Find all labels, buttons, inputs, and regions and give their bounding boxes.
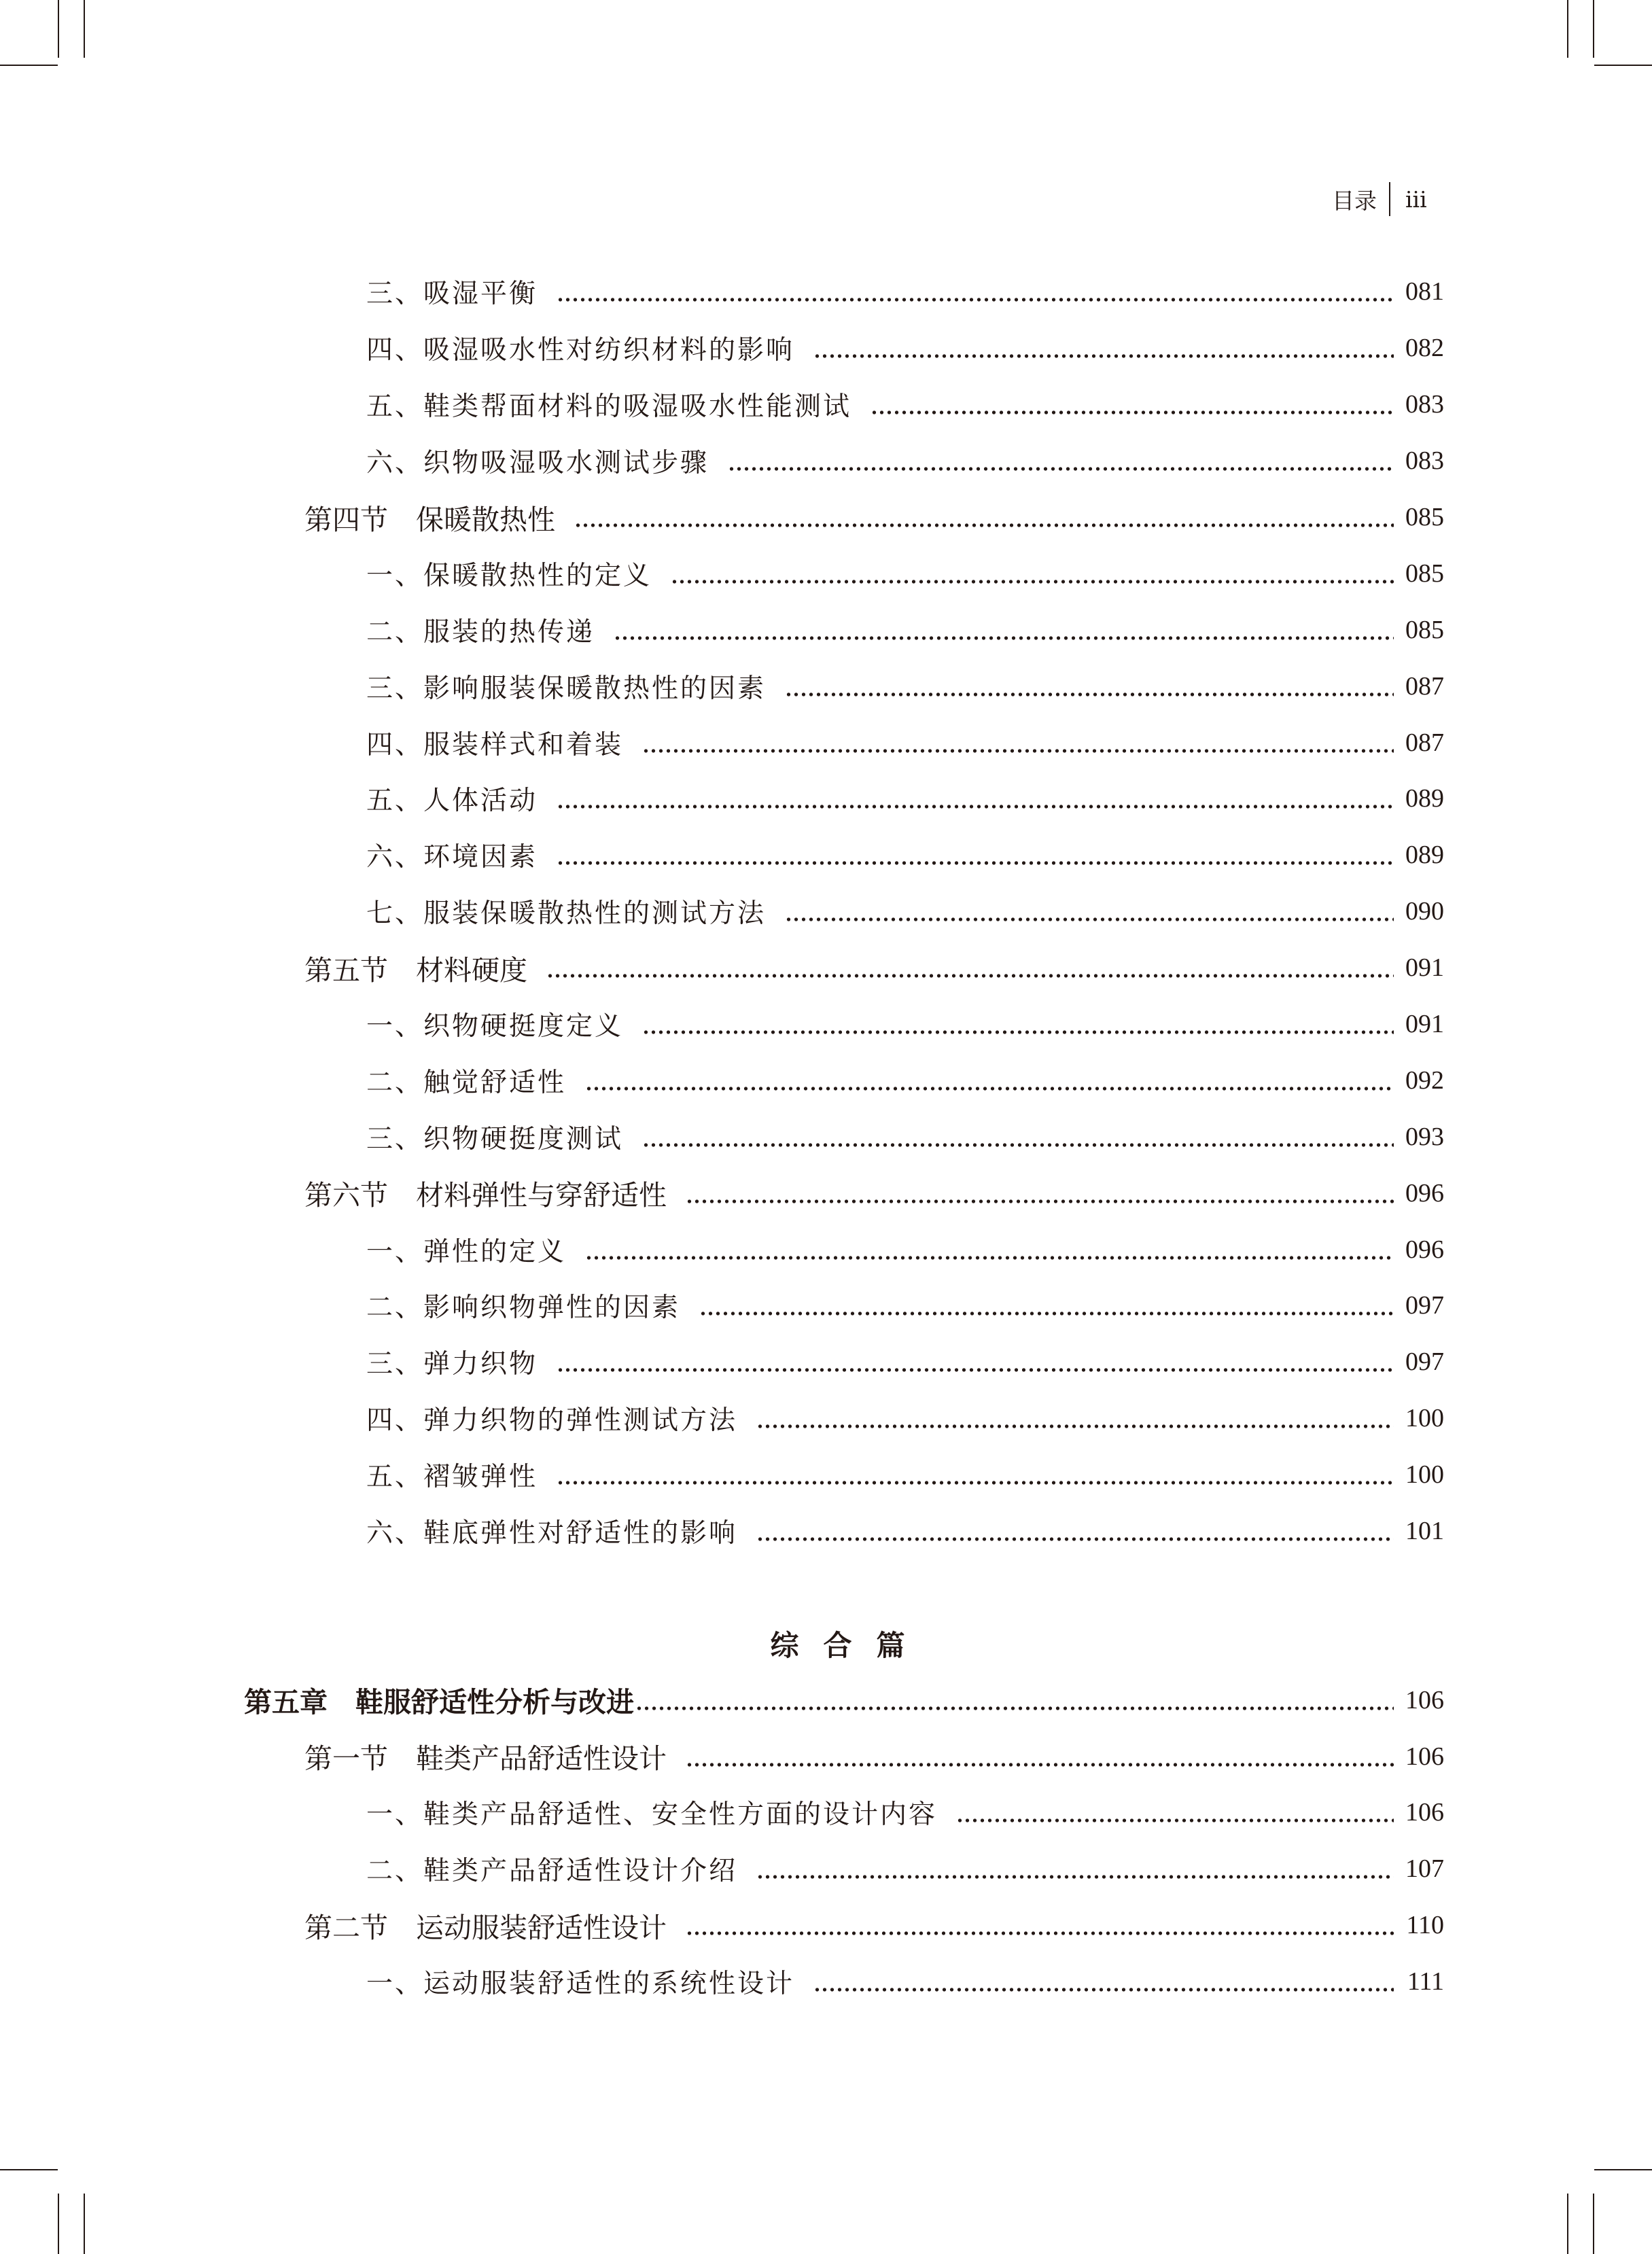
entry-page-number: 089 [1405,784,1444,813]
toc-entry-section[interactable] [0,489,1652,546]
entry-title: 六、环境因素 [366,842,538,873]
crop-mark [1567,2194,1568,2254]
entry-title: 第四节 保暖散热性 [304,503,555,536]
entry-page-number: 106 [1405,1798,1444,1827]
toc-entry-item[interactable] [0,1503,1652,1560]
entry-title: 第一节 鞋类产品舒适性设计 [304,1742,667,1776]
running-header [1332,182,1427,216]
entry-title: 三、吸湿平衡 [366,279,538,310]
dot-leader [671,560,1394,587]
crop-mark [1594,65,1652,66]
dot-leader [574,504,1394,531]
entry-page-number: 106 [1405,1685,1444,1714]
header-divider [1389,182,1390,216]
dot-leader [785,673,1394,700]
dot-leader [728,447,1394,474]
entry-page-number: 091 [1405,953,1444,983]
dot-leader [546,954,1394,981]
toc-entry-item[interactable] [0,1390,1652,1447]
crop-mark [58,2194,59,2254]
entry-page-number: 081 [1405,277,1444,306]
entry-page-number: 091 [1405,1010,1444,1039]
crop-mark [84,0,85,58]
toc-entry-item[interactable] [0,433,1652,489]
dot-leader [614,616,1394,644]
crop-mark [0,65,58,66]
toc-entry-item[interactable] [0,545,1652,601]
entry-title: 一、弹性的定义 [366,1236,567,1267]
entry-page-number: 092 [1405,1066,1444,1095]
toc-entry-item[interactable] [0,714,1652,771]
crop-mark [1593,0,1594,58]
entry-title: 七、服装保暖散热性的测试方法 [366,898,767,930]
entry-page-number: 085 [1405,503,1444,531]
toc-entry-item[interactable] [0,320,1652,376]
entry-title: 五、人体活动 [366,786,538,817]
spacer [0,1559,1652,1615]
toc-entry-item[interactable] [0,1784,1652,1841]
toc-entry-item[interactable] [0,1278,1652,1334]
entry-page-number: 093 [1405,1122,1444,1151]
toc-entry-chapter[interactable] [0,1672,1652,1728]
entry-page-number: 083 [1405,390,1444,419]
entry-page-number: 096 [1405,1178,1444,1208]
dot-leader [557,785,1394,812]
dot-leader [756,1855,1394,1882]
entry-title: 六、鞋底弹性对舒适性的影响 [366,1518,738,1549]
toc-entry-section[interactable] [0,1165,1652,1221]
toc-entry-item[interactable] [0,658,1652,714]
header-section: 目录 [1332,187,1377,214]
entry-title: 一、保暖散热性的定义 [366,560,652,591]
crop-mark [84,2194,85,2254]
entry-page-number: 110 [1406,1911,1444,1940]
dot-leader [585,1236,1394,1263]
entry-page-number: 083 [1405,446,1444,476]
entry-page-number: 107 [1405,1854,1444,1884]
entry-page-number: 100 [1405,1460,1444,1490]
crop-mark [58,0,59,58]
dot-leader [557,841,1394,868]
toc-entry-item[interactable] [0,1108,1652,1165]
crop-mark [0,2169,58,2170]
header-page-number: iii [1405,186,1427,213]
toc-entry-item[interactable] [0,771,1652,827]
entry-title: 一、运动服装舒适性的系统性设计 [366,1969,795,2000]
toc-entry-item[interactable] [0,1334,1652,1390]
dot-leader [557,278,1394,305]
entry-title: 四、吸湿吸水性对纺织材料的影响 [366,335,795,366]
entry-title: 第五节 材料硬度 [304,953,527,987]
entry-title: 第五章 鞋服舒适性分析与改进 [244,1686,634,1719]
dot-leader [813,334,1394,362]
crop-mark [1594,2169,1652,2170]
dot-leader [756,1517,1394,1545]
dot-leader [956,1799,1394,1826]
entry-title: 四、弹力织物的弹性测试方法 [366,1405,738,1437]
dot-leader [642,1123,1394,1150]
toc-entry-item[interactable] [0,264,1652,320]
dot-leader [686,1912,1394,1939]
toc-entry-item[interactable] [0,1221,1652,1278]
toc-entry-item[interactable] [0,827,1652,883]
entry-title: 四、服装样式和着装 [366,729,624,760]
entry-title: 六、织物吸湿吸水测试步骤 [366,448,709,479]
toc-entry-section[interactable] [0,940,1652,996]
entry-title: 一、鞋类产品舒适性、安全性方面的设计内容 [366,1799,938,1831]
entry-page-number: 087 [1405,671,1444,701]
part-heading [0,1615,1652,1672]
toc-entry-item[interactable] [0,1052,1652,1108]
entry-title: 三、影响服装保暖散热性的因素 [366,673,767,704]
entry-title: 二、服装的热传递 [366,616,595,648]
entry-page-number: 100 [1405,1404,1444,1433]
toc-entry-item[interactable] [0,376,1652,433]
entry-page-number: 111 [1407,1967,1444,1996]
toc-entry-section[interactable] [0,1728,1652,1784]
toc-entry-item[interactable] [0,1954,1652,2010]
entry-title: 三、织物硬挺度测试 [366,1123,624,1155]
toc-entry-item[interactable] [0,1841,1652,1897]
dot-leader [871,391,1394,418]
dot-leader [557,1461,1394,1488]
dot-leader [686,1743,1394,1770]
toc-entry-item[interactable] [0,883,1652,940]
entry-page-number: 087 [1405,728,1444,757]
entry-title: 第六节 材料弹性与穿舒适性 [304,1179,667,1212]
dot-leader [642,729,1394,756]
entry-title: 五、鞋类帮面材料的吸湿吸水性能测试 [366,391,852,423]
entry-title: 二、鞋类产品舒适性设计介绍 [366,1856,738,1887]
toc-entry-item[interactable] [0,1447,1652,1503]
dot-leader [557,1348,1394,1375]
entry-title: 二、触觉舒适性 [366,1067,567,1098]
entry-page-number: 097 [1405,1348,1444,1377]
entry-title: 五、褶皱弹性 [366,1462,538,1493]
toc-entry-item[interactable] [0,601,1652,658]
crop-mark [1593,2194,1594,2254]
entry-page-number: 097 [1405,1291,1444,1320]
entry-page-number: 085 [1405,559,1444,588]
dot-leader [635,1687,1394,1714]
entry-page-number: 082 [1405,334,1444,363]
entry-page-number: 101 [1405,1517,1444,1546]
dot-leader [785,898,1394,925]
dot-leader [686,1180,1394,1207]
dot-leader [585,1067,1394,1094]
toc-entry-section[interactable] [0,1897,1652,1954]
entry-title: 第二节 运动服装舒适性设计 [304,1911,667,1944]
crop-mark [1567,0,1568,58]
dot-leader [756,1405,1394,1432]
entry-page-number: 085 [1405,615,1444,644]
toc-entry-item[interactable] [0,996,1652,1053]
dot-leader [813,1968,1394,1995]
dot-leader [642,1010,1394,1038]
entry-title: 综合篇 [770,1628,930,1662]
entry-page-number: 090 [1405,897,1444,926]
dot-leader [699,1292,1394,1319]
entry-title: 二、影响织物弹性的因素 [366,1292,681,1324]
entry-page-number: 096 [1405,1235,1444,1264]
entry-title: 一、织物硬挺度定义 [366,1011,624,1042]
table-of-contents [0,264,1652,2010]
entry-page-number: 089 [1405,841,1444,870]
entry-page-number: 106 [1405,1742,1444,1771]
entry-title: 三、弹力织物 [366,1349,538,1380]
